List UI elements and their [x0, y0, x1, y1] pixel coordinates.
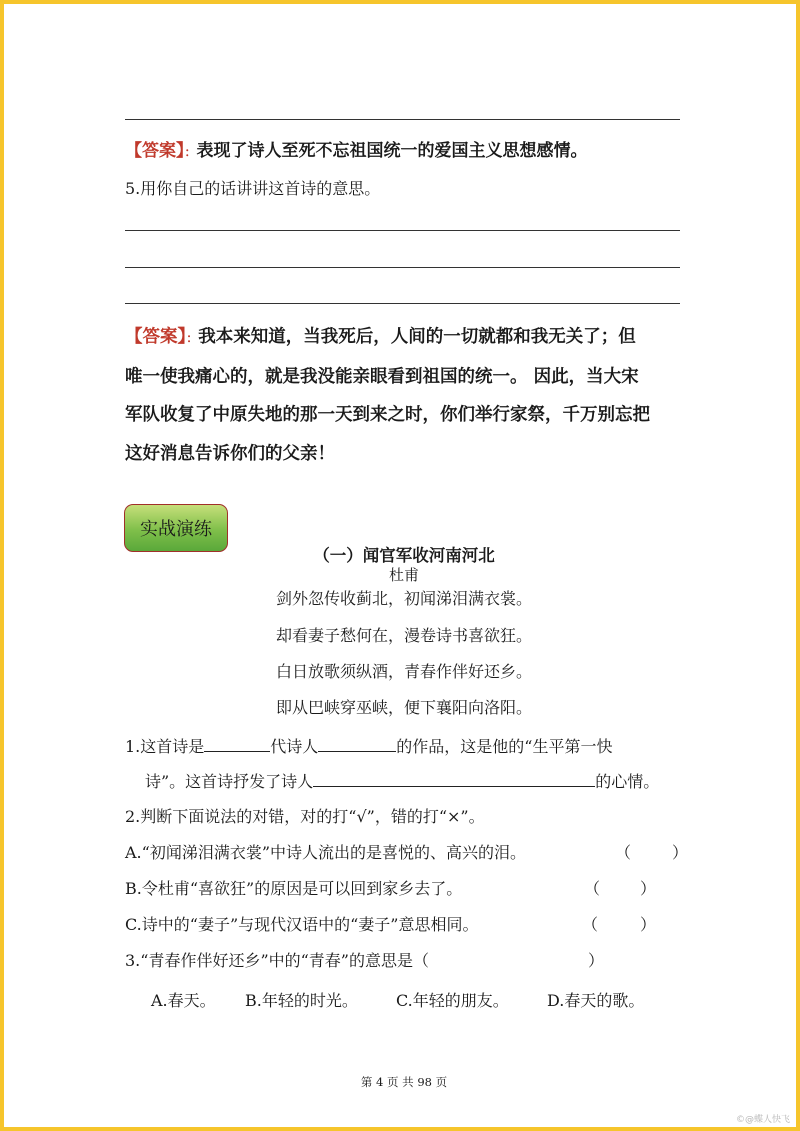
answer-line	[125, 303, 680, 304]
answer-bracket-a-close: ）	[672, 843, 689, 862]
watermark: ©@蝶人快飞	[735, 1115, 790, 1125]
answer-1-text: 表现了诗人至死不忘祖国统一的爱国主义思想感情。	[196, 141, 588, 161]
question-5: 5.用你自己的话讲讲这首诗的意思。	[125, 179, 381, 198]
question-3-stem: 3.“青春作伴好还乡”中的“青春”的意思是（	[125, 951, 429, 970]
answer-2-line: 【答案】：我本来知道，当我死后，人间的一切就都和我无关了；但	[125, 327, 636, 347]
answer-bracket-c-close: ）	[640, 915, 657, 934]
option-a[interactable]: A.春天。	[151, 991, 216, 1010]
question-2-item-c: C.诗中的“妻子”与现代汉语中的“妻子”意思相同。	[125, 915, 479, 934]
answer-line	[125, 267, 680, 268]
answer-1	[125, 136, 588, 161]
poem-line: 却看妻子愁何在，漫卷诗书喜欲狂。	[275, 626, 532, 645]
fill-blank-poet[interactable]	[318, 750, 396, 752]
answer-2	[125, 318, 685, 473]
question-2-item-b: B.令杜甫“喜欲狂”的原因是可以回到家乡去了。	[125, 879, 463, 898]
poem-line: 即从巴峡穿巫峡，便下襄阳向洛阳。	[275, 698, 532, 717]
section-badge: 实战演练	[124, 504, 228, 552]
fill-blank-dynasty[interactable]	[204, 750, 270, 752]
option-c[interactable]: C.年轻的朋友。	[396, 991, 509, 1010]
answer-bracket-b-close: ）	[640, 879, 657, 898]
question-2-stem: 2.判断下面说法的对错，对的打“√”，错的打“×”。	[125, 807, 485, 826]
poem-line: 白日放歌须纵酒，青春作伴好还乡。	[275, 662, 532, 681]
answer-line	[125, 230, 680, 231]
question-2-item-a: A.“初闻涕泪满衣裳”中诗人流出的是喜悦的、高兴的泪。	[125, 843, 527, 862]
question-3-close: ）	[588, 951, 605, 970]
answer-bracket-b-open[interactable]: （	[584, 879, 601, 898]
poem-title: （一）闻官军收河南河北	[313, 546, 495, 565]
answer-bracket-a-open[interactable]: （	[615, 843, 632, 862]
answer-2-line: 这好消息告诉你们的父亲！	[125, 443, 335, 464]
option-d[interactable]: D.春天的歌。	[547, 991, 645, 1010]
answer-2-line: 军队收复了中原失地的那一天到来之时，你们举行家祭，千万别忘把	[125, 405, 650, 425]
answer-label: 【答案】：	[125, 327, 199, 347]
answer-bracket-c-open[interactable]: （	[582, 915, 599, 934]
fill-blank-feeling[interactable]	[313, 785, 595, 787]
poem-author: 杜甫	[388, 566, 419, 584]
option-b[interactable]: B.年轻的时光。	[245, 991, 358, 1010]
page-footer: 第 4 页 共 98 页	[360, 1075, 448, 1089]
poem-line: 剑外忽传收蓟北，初闻涕泪满衣裳。	[275, 589, 532, 608]
answer-label: 【答案】：	[125, 141, 197, 161]
answer-2-line: 唯一使我痛心的，就是我没能亲眼看到祖国的统一。 因此，当大宋	[125, 366, 639, 387]
question-1-line-2: 诗”。这首诗抒发了诗人 的心情。	[145, 772, 660, 791]
question-1-line-1: 1.这首诗是 代诗人 的作品，这是他的“生平第一快	[125, 737, 613, 756]
answer-line	[125, 119, 680, 120]
